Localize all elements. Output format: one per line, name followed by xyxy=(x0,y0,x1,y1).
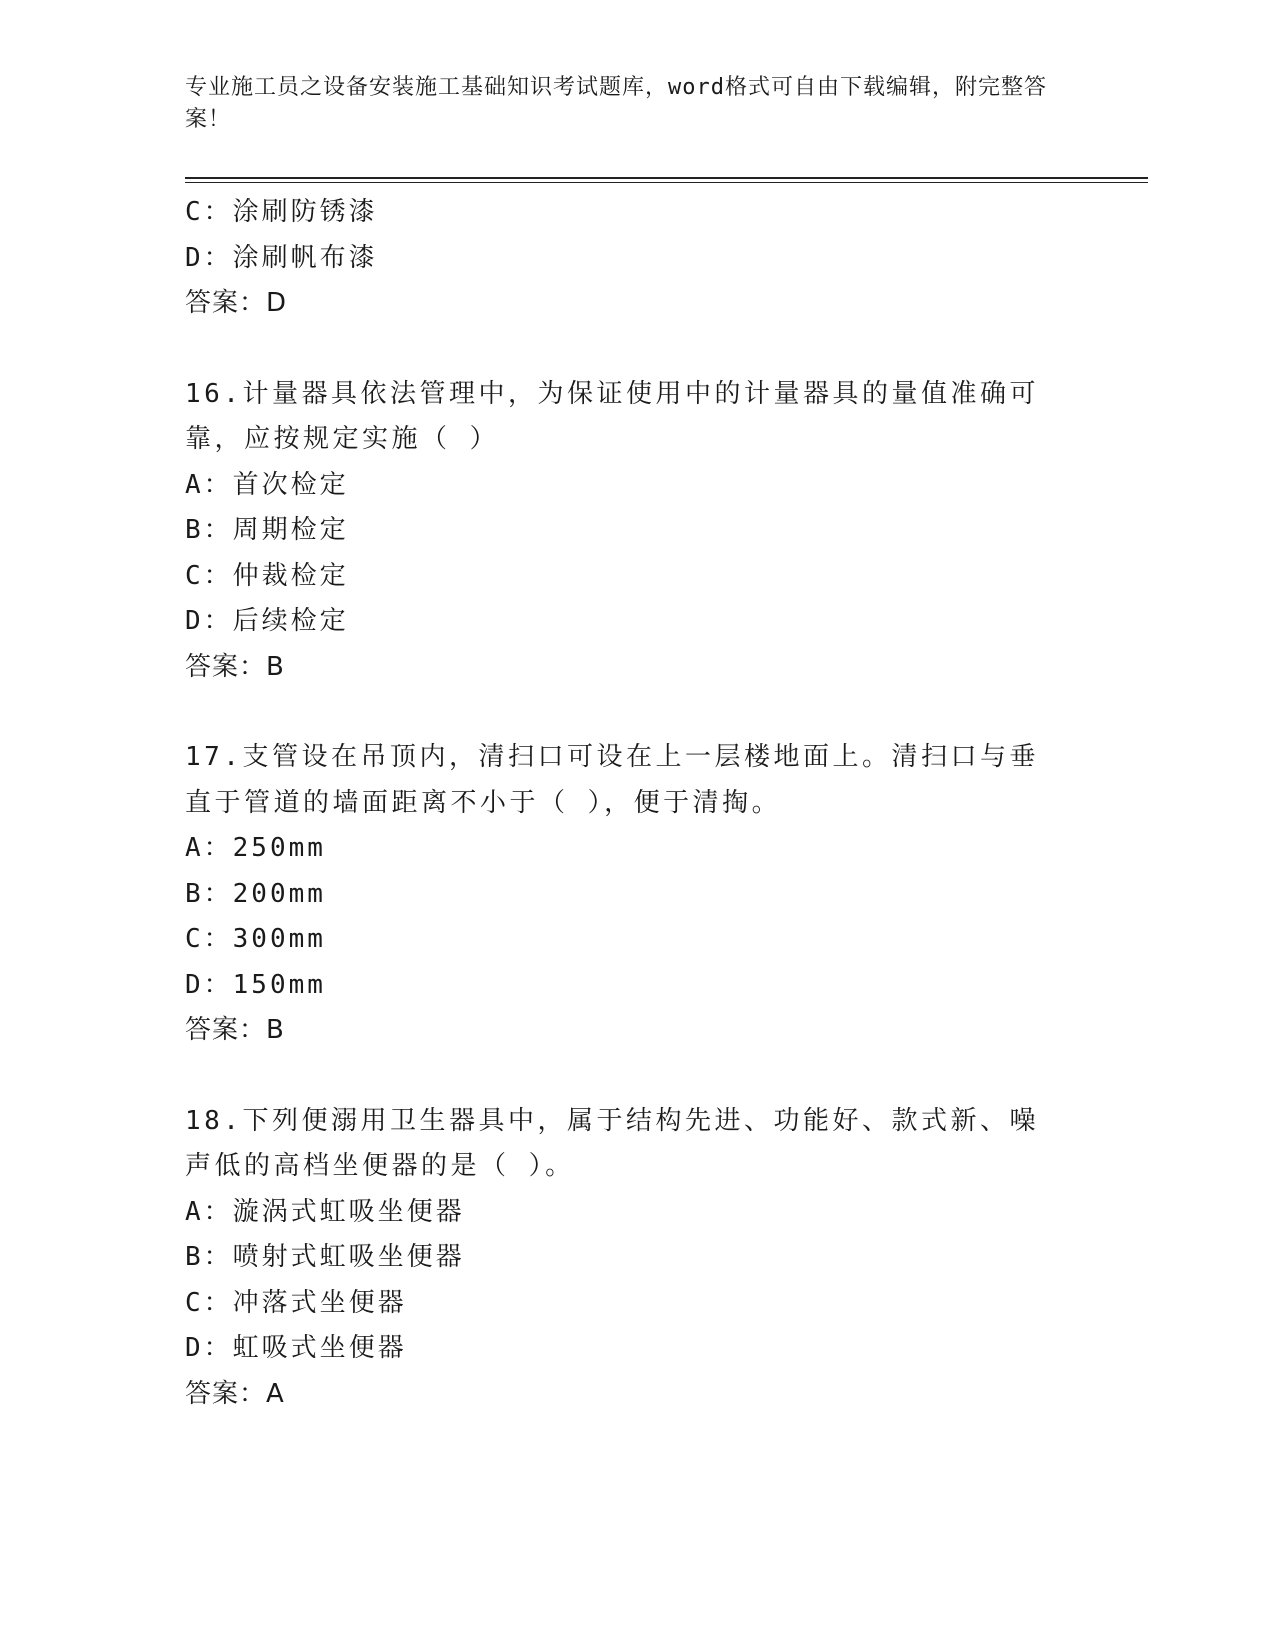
answer-label: 答案： xyxy=(185,1378,267,1409)
option-b xyxy=(185,508,1085,554)
option-c xyxy=(185,190,1085,236)
option-text: 涂刷帆布漆 xyxy=(232,242,378,273)
option-a xyxy=(185,1190,1085,1236)
question-text: 17.支管设在吊顶内，清扫口可设在上一层楼地面上。清扫口与垂直于管道的墙面距离不小于（ ），便于清掏。 xyxy=(185,742,1039,818)
header-rule-thick xyxy=(185,177,1148,179)
option-key: A： xyxy=(185,1196,233,1227)
answer-value: A xyxy=(266,1378,285,1409)
option-c xyxy=(185,917,1085,963)
option-key: D： xyxy=(185,969,233,1000)
option-text: 喷射式虹吸坐便器 xyxy=(232,1242,465,1272)
option-b xyxy=(185,1235,1085,1281)
answer-value: B xyxy=(266,651,285,682)
option-text: 涂刷防锈漆 xyxy=(232,197,378,227)
option-c xyxy=(185,554,1085,600)
option-d xyxy=(185,599,1085,645)
option-key: C： xyxy=(185,560,233,591)
option-text: 仲裁检定 xyxy=(232,560,349,591)
option-a xyxy=(185,463,1085,509)
answer-label: 答案： xyxy=(185,288,267,318)
spacer xyxy=(185,690,1085,735)
option-key: C： xyxy=(185,197,233,227)
option-d xyxy=(185,1326,1085,1372)
answer-label: 答案： xyxy=(185,1015,267,1045)
option-key: C： xyxy=(185,1287,233,1318)
question-17 xyxy=(185,735,1085,1054)
option-c xyxy=(185,1281,1085,1327)
option-key: B： xyxy=(185,878,233,909)
option-d xyxy=(185,236,1085,282)
prev-question xyxy=(185,190,1085,327)
option-text: 虹吸式坐便器 xyxy=(232,1333,407,1363)
option-text: 300mm xyxy=(232,924,326,954)
question-text: 16.计量器具依法管理中，为保证使用中的计量器具的量值准确可靠，应按规定实施（ ） xyxy=(185,378,1039,454)
option-d xyxy=(185,963,1085,1009)
option-text: 首次检定 xyxy=(232,469,349,500)
option-key: C： xyxy=(185,924,233,954)
option-key: D： xyxy=(185,606,233,636)
answer-line xyxy=(185,1372,1085,1418)
option-text: 周期检定 xyxy=(232,515,349,545)
answer-line xyxy=(185,1008,1085,1054)
option-key: A： xyxy=(185,833,233,863)
option-key: B： xyxy=(185,515,233,545)
option-key: A： xyxy=(185,469,233,500)
option-a xyxy=(185,826,1085,872)
answer-value: D xyxy=(266,288,288,318)
option-text: 250mm xyxy=(232,833,326,863)
option-text: 150mm xyxy=(232,969,326,1000)
page-header: 专业施工员之设备安装施工基础知识考试题库，word格式可自由下载编辑，附完整答案！ xyxy=(185,75,1047,132)
question-text: 18.下列便溺用卫生器具中，属于结构先进、功能好、款式新、噪声低的高档坐便器的是（ ）。 xyxy=(185,1105,1039,1181)
question-18 xyxy=(185,1099,1085,1418)
spacer xyxy=(185,1054,1085,1099)
option-text: 漩涡式虹吸坐便器 xyxy=(232,1196,465,1227)
option-b xyxy=(185,872,1085,918)
question-16 xyxy=(185,372,1085,691)
answer-label: 答案： xyxy=(185,651,267,682)
option-key: B： xyxy=(185,1242,233,1272)
answer-value: B xyxy=(266,1015,285,1045)
answer-line xyxy=(185,645,1085,691)
question-content xyxy=(185,190,1085,1417)
option-key: D： xyxy=(185,242,233,273)
option-text: 200mm xyxy=(232,878,326,909)
spacer xyxy=(185,327,1085,372)
answer-line xyxy=(185,281,1085,327)
option-text: 后续检定 xyxy=(232,606,349,636)
header-rule-thin xyxy=(185,182,1148,183)
option-key: D： xyxy=(185,1333,233,1363)
option-text: 冲落式坐便器 xyxy=(232,1287,407,1318)
